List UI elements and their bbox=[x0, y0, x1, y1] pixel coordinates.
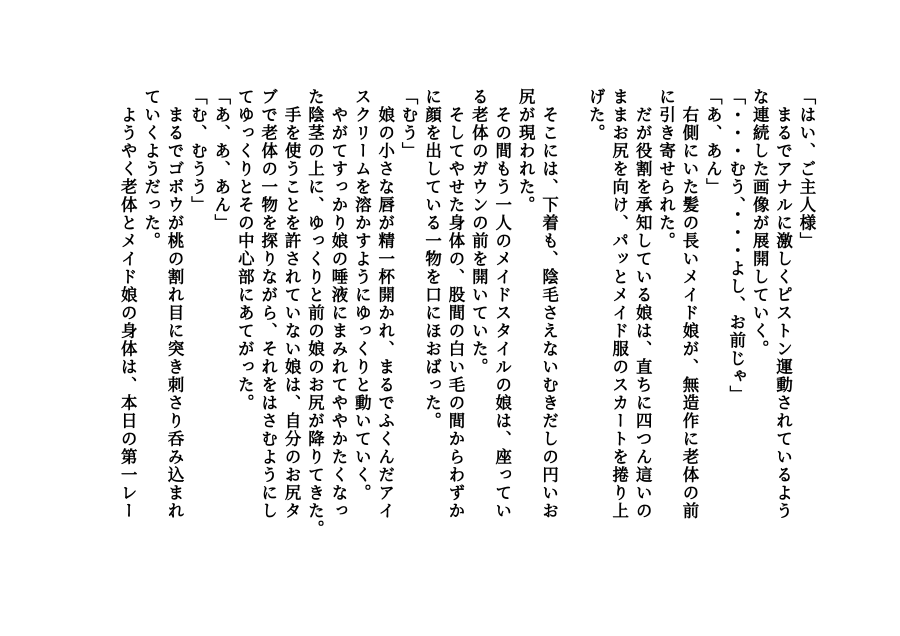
text-line: 「あ、あん」 bbox=[703, 88, 723, 196]
text-line: な連続した画像が展開していく。 bbox=[750, 88, 770, 358]
text-line: まるでアナルに激しくピストン運動されているよう bbox=[773, 88, 793, 520]
text-line: 右側にいた髪の長いメイド娘が、無造作に老体の前 bbox=[679, 88, 699, 520]
vertical-text-body bbox=[116, 88, 818, 618]
text-line: ブで老体の一物を探りながら、それをはさむようにし bbox=[258, 88, 278, 520]
text-line: に顔を出している一物を口にほおばった。 bbox=[422, 88, 442, 430]
text-line: 「あ、あ、あん」 bbox=[211, 88, 231, 232]
text-line: 手を使うことを許されていない娘は、自分のお尻タ bbox=[282, 88, 302, 520]
text-line: 「はい、ご主人様」 bbox=[797, 88, 816, 250]
text-line: そこには、下着も、陰毛さえないむきだしの円いお bbox=[539, 88, 559, 520]
text-line: げた。 bbox=[586, 88, 606, 142]
text-line: てゆっくりとその中心部にあてがった。 bbox=[235, 88, 255, 412]
text-line: だが役割を承知している娘は、直ちに四つん這いの bbox=[633, 88, 653, 520]
text-line: スクリームを溶かすようにゆっくりと動いていく。 bbox=[352, 88, 372, 502]
text-line: 「むう」 bbox=[399, 88, 419, 160]
text-line: ようやく老体とメイド娘の身体は、本日の第一レー bbox=[118, 88, 138, 520]
text-line: そしてやせた身体の、股間の白い毛の間からわずか bbox=[445, 88, 465, 520]
text-line: る老体のガウンの前を開いていた。 bbox=[469, 88, 489, 376]
text-line: まるでゴボウが桃の割れ目に突き刺さり呑み込まれ bbox=[165, 88, 185, 520]
text-line: 尻が現われた。 bbox=[516, 88, 536, 214]
text-line: た陰茎の上に、ゆっくりと前の娘のお尻が降りてきた。 bbox=[305, 88, 325, 538]
text-line: に引き寄せられた。 bbox=[656, 88, 676, 250]
text-line: その間もう一人のメイドスタイルの娘は、座ってい bbox=[492, 88, 512, 520]
text-line: 「む、むうう」 bbox=[188, 88, 208, 214]
paragraph-gap bbox=[561, 88, 584, 618]
text-line: 娘の小さな唇が精一杯開かれ、まるでふくんだアイ bbox=[375, 88, 395, 520]
text-line: やがてすっかり娘の唾液にまみれてややかたくなっ bbox=[328, 88, 348, 520]
text-line: 「・・・むう、・・・よし、お前じゃ」 bbox=[726, 88, 746, 404]
text-line: ていくようだった。 bbox=[141, 88, 161, 250]
text-line: ままお尻を向け、パッとメイド服のスカートを捲り上 bbox=[609, 88, 629, 520]
